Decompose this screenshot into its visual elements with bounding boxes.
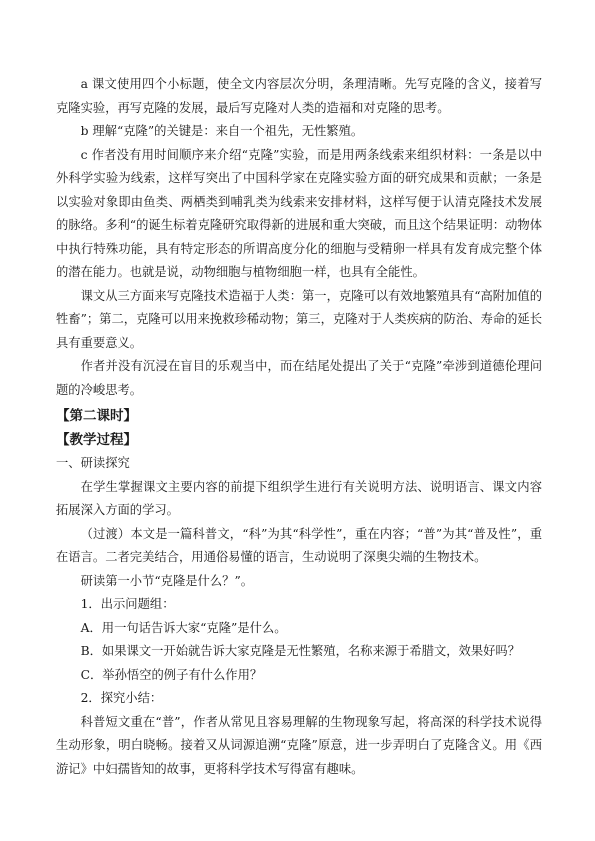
analysis-section	[56, 73, 542, 402]
question-a: A．用一句话告诉大家“克隆”是什么。	[80, 620, 287, 635]
process-heading: 【教学过程】	[56, 432, 137, 448]
question-c: C．举孙悟空的例子有什么作用？	[80, 667, 263, 682]
question-b: B．如果课文一开始就告诉大家克隆是无性繁殖，名称来源于希腊文，效果好吗？	[80, 644, 521, 658]
paragraph-benefits: 课文从三方面来写克隆技术造福于人类：第一，克隆可以有效地繁殖具有“高附加值的牲畜”；第二，克隆可以用来挽救珍稀动物；第三，克隆对于人类疾病的防治、寿命的延长具有重要意义。	[56, 288, 542, 350]
paragraph-clues: c 作者没有用时间顺序来介绍“克隆”实验，而是用两条线索来组织材料：一条是以中外科学实验为线索，这样写突出了中国科学家在克隆实验方面的研究成果和贡献；一条是以实验对象即由鱼类、两栖类到哺乳类为线索来安排材料，这样写便于认清克隆技术发展的脉络。多利“的诞生标着克隆研究取得新的进展和重大突破，而且这个结果证明：动物体中执行特殊功能，具有特定形态的所谓高度分化的细胞与受精卵一样具有发育成完整个体的潜在能力。也就是说，动物细胞与植物细胞一样，也具有全能性。	[56, 147, 542, 279]
lesson-heading: 【第二课时】	[56, 408, 137, 424]
paragraph-reflection: 作者并没有沉浸在盲目的乐观当中，而在结尾处提出了关于“克隆”牵涉到道德伦理问题的冷峻思考。	[56, 359, 542, 397]
question-group-label: 1．出示问题组：	[80, 597, 175, 611]
summary-label: 2．探究小结：	[80, 691, 163, 705]
paragraph-key-understanding: b 理解“克隆”的关键是：来自一个祖先，无性繁殖。	[80, 124, 364, 138]
paragraph-transition: （过渡）本文是一篇科普文，“科”为其“科学性”，重在内容；“普”为其“普及性”，重在语言。二者完美结合，用通俗易懂的语言，生动说明了深奥尖端的生物技术。	[56, 526, 542, 564]
paragraph-structure: a 课文使用四个小标题，使全文内容层次分明，条理清晰。先写克隆的含义，接着写克隆实验，再写克隆的发展，最后写克隆对人类的造福和对克隆的思考。	[56, 77, 542, 115]
paragraph-summary: 科普短文重在“普”，作者从常见且容易理解的生物现象写起，将高深的科学技术说得生动形象，明白晓畅。接着又从词源追溯“克隆”原意，进一步弄明白了克隆含义。用《西游记》中妇孺皆知的故事，更将科学技术写得富有趣味。	[56, 714, 542, 776]
paragraph-study-first: 研读第一小节“克隆是什么？”。	[80, 573, 254, 588]
section-item-1: 一、研读探究	[56, 456, 130, 470]
paragraph-intro: 在学生掌握课文主要内容的前提下组织学生进行有关说明方法、说明语言、课文内容拓展深入方面的学习。	[56, 479, 542, 517]
second-lesson-section	[56, 404, 542, 781]
